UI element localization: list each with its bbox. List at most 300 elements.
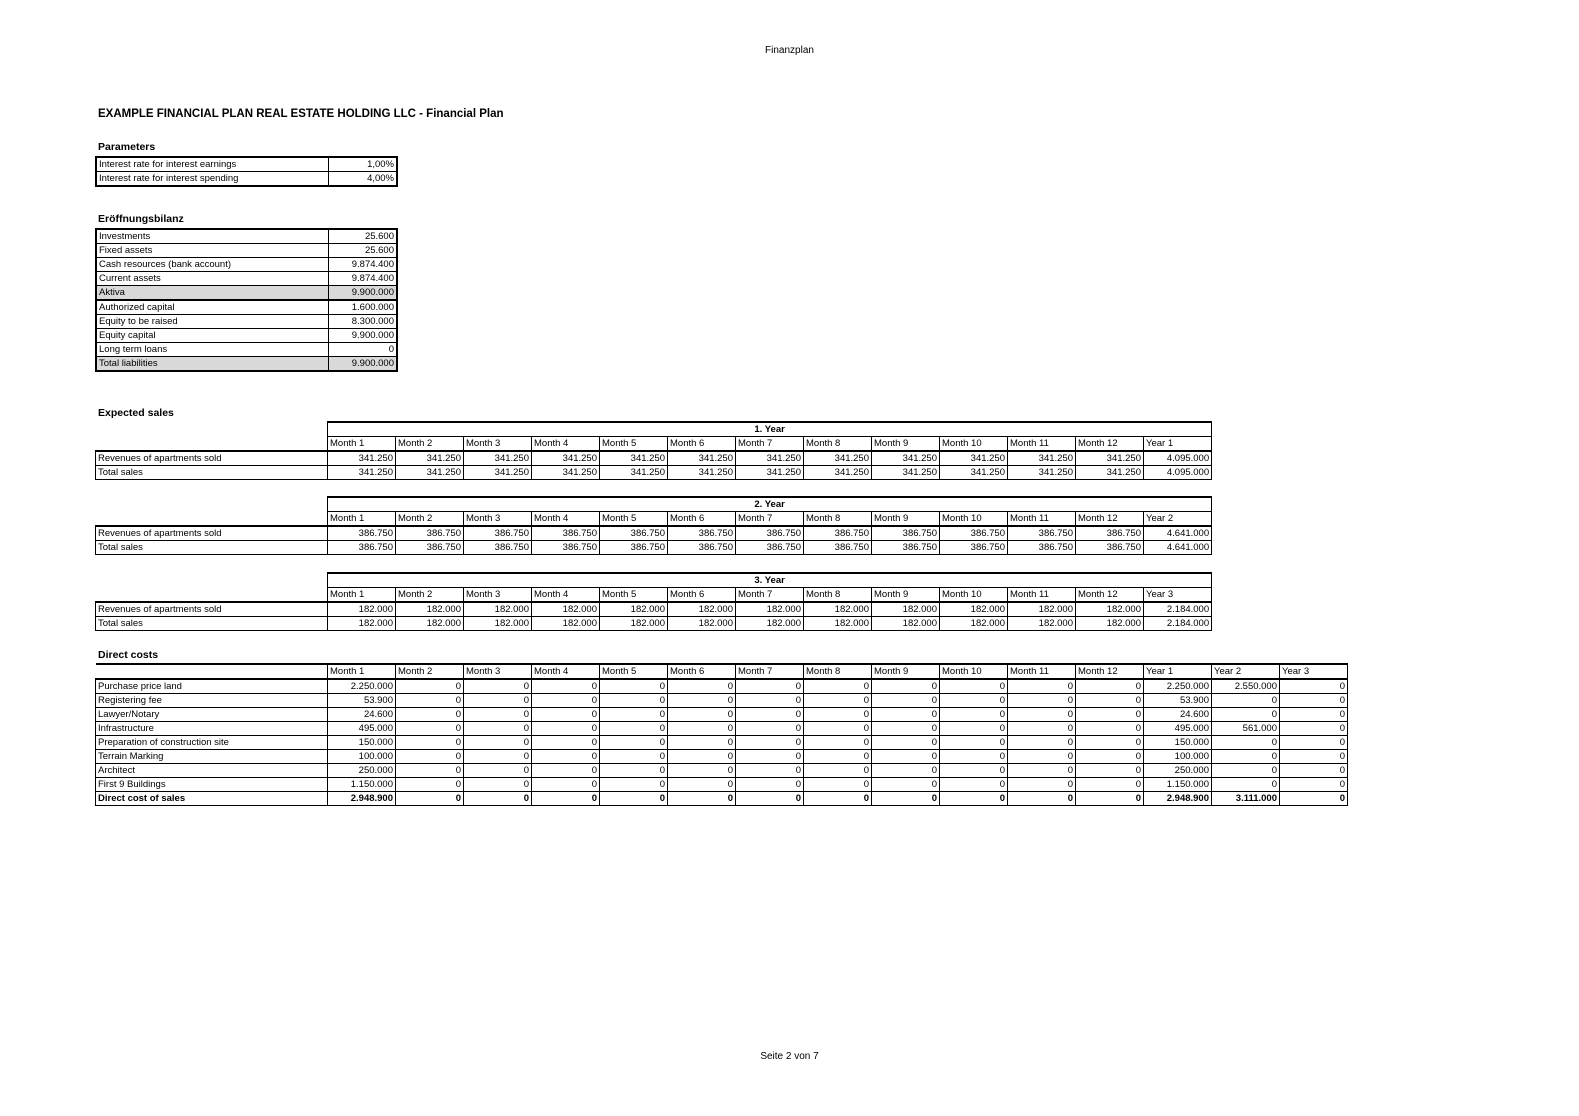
row-label: First 9 Buildings <box>96 778 328 792</box>
value-cell: 24.600 <box>328 708 396 722</box>
value-cell: 182.000 <box>872 602 940 617</box>
value-cell: 0 <box>804 736 872 750</box>
value-cell: 0 <box>1076 764 1144 778</box>
value-cell: 341.250 <box>396 451 464 466</box>
year-header-row <box>96 497 1212 512</box>
value-cell: 0 <box>532 708 600 722</box>
value-cell: 182.000 <box>804 602 872 617</box>
value-cell: 0 <box>396 764 464 778</box>
parameters-heading: Parameters <box>98 141 156 153</box>
year-header-row <box>96 573 1212 588</box>
value-cell: 1.150.000 <box>1144 778 1212 792</box>
value-cell: 0 <box>1008 708 1076 722</box>
month-header: Month 2 <box>396 588 464 603</box>
value-cell: 341.250 <box>736 466 804 480</box>
cost-row <box>96 736 1348 750</box>
value-cell: 0 <box>532 778 600 792</box>
column-header: Month 6 <box>668 664 736 679</box>
value-cell: 182.000 <box>464 617 532 631</box>
value-cell: 0 <box>668 778 736 792</box>
value-cell: 0 <box>872 750 940 764</box>
value-cell: 0 <box>1280 694 1348 708</box>
empty-cell <box>96 588 328 603</box>
value-cell: 0 <box>1212 764 1280 778</box>
value-cell: 182.000 <box>532 602 600 617</box>
value-cell: 0 <box>600 694 668 708</box>
column-header: Year 3 <box>1280 664 1348 679</box>
value-cell: 341.250 <box>396 466 464 480</box>
value-cell: 0 <box>940 764 1008 778</box>
value-cell: 2.184.000 <box>1144 602 1212 617</box>
row-label: Aktiva <box>96 286 328 301</box>
year-header: 1. Year <box>328 422 1212 437</box>
value-cell: 0 <box>668 736 736 750</box>
value-cell: 182.000 <box>1008 617 1076 631</box>
value-cell: 0 <box>600 778 668 792</box>
value-cell: 0 <box>1076 778 1144 792</box>
value-cell: 0 <box>804 722 872 736</box>
empty-cell <box>96 573 328 588</box>
value-cell: 24.600 <box>1144 708 1212 722</box>
value-cell: 0 <box>736 764 804 778</box>
value-cell: 0 <box>396 694 464 708</box>
value-cell: 0 <box>600 750 668 764</box>
value-cell: 1.150.000 <box>328 778 396 792</box>
row-value: 25.600 <box>328 244 397 258</box>
value-cell: 341.250 <box>940 466 1008 480</box>
value-cell: 0 <box>1212 694 1280 708</box>
value-cell: 0 <box>940 750 1008 764</box>
sales-year-table <box>95 572 1212 631</box>
value-cell: 0 <box>1076 722 1144 736</box>
value-cell: 0 <box>668 708 736 722</box>
value-cell: 0 <box>1076 750 1144 764</box>
sales-year-table <box>95 421 1212 480</box>
value-cell: 0 <box>464 764 532 778</box>
month-header: Month 11 <box>1008 588 1076 603</box>
value-cell: 0 <box>1076 736 1144 750</box>
value-cell: 182.000 <box>600 602 668 617</box>
row-value: 9.900.000 <box>328 357 397 372</box>
row-value: 9.900.000 <box>328 286 397 301</box>
cost-row <box>96 792 1348 806</box>
value-cell: 0 <box>668 764 736 778</box>
page-header: Finanzplan <box>765 45 814 56</box>
month-header: Month 1 <box>328 588 396 603</box>
empty-cell <box>96 512 328 527</box>
month-header: Month 7 <box>736 437 804 452</box>
row-label: Long term loans <box>96 343 328 357</box>
row-label: Equity capital <box>96 329 328 343</box>
sales-year-table <box>95 496 1212 555</box>
value-cell: 182.000 <box>940 602 1008 617</box>
column-header: Month 11 <box>1008 664 1076 679</box>
balance-row <box>96 343 397 357</box>
value-cell: 0 <box>600 792 668 806</box>
value-cell: 0 <box>532 736 600 750</box>
value-cell: 182.000 <box>396 617 464 631</box>
sales-row <box>96 466 1212 480</box>
row-label: Architect <box>96 764 328 778</box>
year-header: 3. Year <box>328 573 1212 588</box>
value-cell: 182.000 <box>804 617 872 631</box>
row-label: Investments <box>96 229 328 244</box>
month-header: Month 8 <box>804 437 872 452</box>
row-label: Revenues of apartments sold <box>96 451 328 466</box>
value-cell: 386.750 <box>668 541 736 555</box>
value-cell: 0 <box>396 722 464 736</box>
value-cell: 386.750 <box>736 526 804 541</box>
column-header: Month 1 <box>328 664 396 679</box>
row-label: Preparation of construction site <box>96 736 328 750</box>
value-cell: 3.111.000 <box>1212 792 1280 806</box>
value-cell: 0 <box>736 736 804 750</box>
value-cell: 182.000 <box>872 617 940 631</box>
value-cell: 0 <box>872 778 940 792</box>
value-cell: 0 <box>464 694 532 708</box>
balance-row <box>96 229 397 244</box>
column-header: Month 2 <box>396 664 464 679</box>
value-cell: 341.250 <box>872 451 940 466</box>
value-cell: 0 <box>736 694 804 708</box>
value-cell: 182.000 <box>668 617 736 631</box>
value-cell: 0 <box>1008 722 1076 736</box>
value-cell: 0 <box>940 792 1008 806</box>
value-cell: 0 <box>940 722 1008 736</box>
sales-row <box>96 602 1212 617</box>
value-cell: 0 <box>736 778 804 792</box>
row-value: 4,00% <box>328 172 397 187</box>
value-cell: 386.750 <box>872 526 940 541</box>
month-header: Month 9 <box>872 437 940 452</box>
row-label: Revenues of apartments sold <box>96 602 328 617</box>
column-header: Month 9 <box>872 664 940 679</box>
value-cell: 341.250 <box>1076 466 1144 480</box>
value-cell: 0 <box>1008 764 1076 778</box>
value-cell: 0 <box>804 694 872 708</box>
row-label: Interest rate for interest earnings <box>96 157 328 172</box>
value-cell: 0 <box>736 722 804 736</box>
value-cell: 0 <box>872 679 940 694</box>
value-cell: 386.750 <box>532 526 600 541</box>
value-cell: 0 <box>872 764 940 778</box>
month-header: Month 8 <box>804 588 872 603</box>
month-header: Month 2 <box>396 437 464 452</box>
month-header: Month 4 <box>532 588 600 603</box>
month-header: Month 12 <box>1076 437 1144 452</box>
value-cell: 0 <box>464 736 532 750</box>
value-cell: 0 <box>736 750 804 764</box>
month-header: Month 3 <box>464 512 532 527</box>
value-cell: 182.000 <box>396 602 464 617</box>
sales-row <box>96 541 1212 555</box>
row-label: Interest rate for interest spending <box>96 172 328 187</box>
value-cell: 0 <box>396 736 464 750</box>
value-cell: 0 <box>1076 679 1144 694</box>
cost-row <box>96 750 1348 764</box>
cost-header-row <box>96 664 1348 679</box>
cost-row <box>96 708 1348 722</box>
value-cell: 0 <box>1280 778 1348 792</box>
value-cell: 0 <box>1008 792 1076 806</box>
row-value: 8.300.000 <box>328 315 397 329</box>
value-cell: 386.750 <box>1008 526 1076 541</box>
row-value: 9.874.400 <box>328 272 397 286</box>
year-header: 2. Year <box>328 497 1212 512</box>
value-cell: 0 <box>736 792 804 806</box>
value-cell: 386.750 <box>804 526 872 541</box>
value-cell: 341.250 <box>736 451 804 466</box>
value-cell: 341.250 <box>328 451 396 466</box>
value-cell: 386.750 <box>600 526 668 541</box>
month-header: Month 6 <box>668 512 736 527</box>
value-cell: 0 <box>1280 708 1348 722</box>
cost-row <box>96 778 1348 792</box>
value-cell: 386.750 <box>328 526 396 541</box>
value-cell: 0 <box>396 750 464 764</box>
value-cell: 341.250 <box>600 466 668 480</box>
empty-cell <box>96 664 328 679</box>
value-cell: 0 <box>532 694 600 708</box>
month-header: Month 10 <box>940 437 1008 452</box>
value-cell: 0 <box>736 708 804 722</box>
value-cell: 341.250 <box>532 451 600 466</box>
value-cell: 341.250 <box>804 466 872 480</box>
row-label: Purchase price land <box>96 679 328 694</box>
value-cell: 53.900 <box>328 694 396 708</box>
value-cell: 53.900 <box>1144 694 1212 708</box>
month-header: Month 5 <box>600 437 668 452</box>
year-total-header: Year 2 <box>1144 512 1212 527</box>
value-cell: 386.750 <box>396 541 464 555</box>
value-cell: 0 <box>464 792 532 806</box>
value-cell: 386.750 <box>872 541 940 555</box>
value-cell: 0 <box>532 679 600 694</box>
column-header: Month 4 <box>532 664 600 679</box>
value-cell: 0 <box>940 694 1008 708</box>
sales-row <box>96 526 1212 541</box>
parameter-row <box>96 157 397 172</box>
value-cell: 0 <box>1280 722 1348 736</box>
value-cell: 386.750 <box>600 541 668 555</box>
value-cell: 495.000 <box>1144 722 1212 736</box>
value-cell: 0 <box>1076 708 1144 722</box>
value-cell: 386.750 <box>940 526 1008 541</box>
month-header: Month 12 <box>1076 512 1144 527</box>
value-cell: 341.250 <box>872 466 940 480</box>
value-cell: 0 <box>804 708 872 722</box>
parameters-table <box>95 156 398 187</box>
row-label: Revenues of apartments sold <box>96 526 328 541</box>
value-cell: 0 <box>600 708 668 722</box>
row-label: Infrastructure <box>96 722 328 736</box>
value-cell: 182.000 <box>1008 602 1076 617</box>
value-cell: 0 <box>396 778 464 792</box>
value-cell: 341.250 <box>464 466 532 480</box>
value-cell: 386.750 <box>804 541 872 555</box>
balance-row <box>96 258 397 272</box>
value-cell: 0 <box>1212 736 1280 750</box>
month-header: Month 10 <box>940 512 1008 527</box>
value-cell: 100.000 <box>328 750 396 764</box>
value-cell: 341.250 <box>532 466 600 480</box>
sales-row <box>96 617 1212 631</box>
row-value: 9.874.400 <box>328 258 397 272</box>
value-cell: 0 <box>1212 750 1280 764</box>
value-cell: 250.000 <box>328 764 396 778</box>
value-cell: 4.095.000 <box>1144 451 1212 466</box>
value-cell: 182.000 <box>736 617 804 631</box>
value-cell: 341.250 <box>804 451 872 466</box>
value-cell: 0 <box>600 722 668 736</box>
value-cell: 561.000 <box>1212 722 1280 736</box>
row-value: 0 <box>328 343 397 357</box>
value-cell: 4.641.000 <box>1144 526 1212 541</box>
sales-row <box>96 451 1212 466</box>
month-header: Month 4 <box>532 437 600 452</box>
value-cell: 0 <box>464 750 532 764</box>
value-cell: 0 <box>532 722 600 736</box>
value-cell: 2.948.900 <box>328 792 396 806</box>
value-cell: 386.750 <box>464 526 532 541</box>
value-cell: 0 <box>940 778 1008 792</box>
year-header-row <box>96 422 1212 437</box>
row-label: Authorized capital <box>96 300 328 315</box>
year-total-header: Year 1 <box>1144 437 1212 452</box>
value-cell: 0 <box>872 736 940 750</box>
cost-row <box>96 722 1348 736</box>
page-footer: Seite 2 von 7 <box>760 1051 819 1062</box>
balance-row <box>96 286 397 301</box>
value-cell: 0 <box>1008 694 1076 708</box>
value-cell: 100.000 <box>1144 750 1212 764</box>
value-cell: 0 <box>668 722 736 736</box>
value-cell: 386.750 <box>1008 541 1076 555</box>
value-cell: 0 <box>668 694 736 708</box>
row-value: 1.600.000 <box>328 300 397 315</box>
column-header: Year 2 <box>1212 664 1280 679</box>
value-cell: 182.000 <box>668 602 736 617</box>
value-cell: 0 <box>872 708 940 722</box>
value-cell: 341.250 <box>668 451 736 466</box>
value-cell: 341.250 <box>1076 451 1144 466</box>
value-cell: 0 <box>396 679 464 694</box>
value-cell: 0 <box>600 764 668 778</box>
value-cell: 0 <box>464 722 532 736</box>
value-cell: 182.000 <box>532 617 600 631</box>
value-cell: 386.750 <box>668 526 736 541</box>
column-header: Month 12 <box>1076 664 1144 679</box>
month-header-row <box>96 437 1212 452</box>
month-header: Month 10 <box>940 588 1008 603</box>
row-value: 9.900.000 <box>328 329 397 343</box>
value-cell: 182.000 <box>736 602 804 617</box>
row-label: Cash resources (bank account) <box>96 258 328 272</box>
document-title: EXAMPLE FINANCIAL PLAN REAL ESTATE HOLDING LLC - Financial Plan <box>98 108 504 120</box>
month-header: Month 7 <box>736 588 804 603</box>
value-cell: 0 <box>940 736 1008 750</box>
balance-row <box>96 300 397 315</box>
column-header: Month 8 <box>804 664 872 679</box>
value-cell: 182.000 <box>1076 617 1144 631</box>
value-cell: 0 <box>1280 679 1348 694</box>
value-cell: 386.750 <box>736 541 804 555</box>
value-cell: 182.000 <box>328 602 396 617</box>
value-cell: 0 <box>532 750 600 764</box>
year-total-header: Year 3 <box>1144 588 1212 603</box>
value-cell: 386.750 <box>396 526 464 541</box>
value-cell: 0 <box>736 679 804 694</box>
value-cell: 0 <box>804 764 872 778</box>
row-label: Equity to be raised <box>96 315 328 329</box>
column-header: Month 3 <box>464 664 532 679</box>
parameter-row <box>96 172 397 187</box>
opening-balance-heading: Eröffnungsbilanz <box>98 213 184 225</box>
cost-row <box>96 764 1348 778</box>
value-cell: 2.184.000 <box>1144 617 1212 631</box>
row-label: Current assets <box>96 272 328 286</box>
value-cell: 341.250 <box>1008 466 1076 480</box>
value-cell: 4.095.000 <box>1144 466 1212 480</box>
value-cell: 386.750 <box>1076 541 1144 555</box>
value-cell: 182.000 <box>600 617 668 631</box>
value-cell: 0 <box>1008 778 1076 792</box>
row-label: Direct cost of sales <box>96 792 328 806</box>
value-cell: 0 <box>532 764 600 778</box>
month-header-row <box>96 588 1212 603</box>
value-cell: 0 <box>668 679 736 694</box>
value-cell: 0 <box>668 750 736 764</box>
row-label: Total sales <box>96 617 328 631</box>
value-cell: 386.750 <box>328 541 396 555</box>
empty-cell <box>96 422 328 437</box>
month-header: Month 12 <box>1076 588 1144 603</box>
value-cell: 386.750 <box>532 541 600 555</box>
value-cell: 182.000 <box>328 617 396 631</box>
row-label: Lawyer/Notary <box>96 708 328 722</box>
month-header: Month 4 <box>532 512 600 527</box>
month-header: Month 5 <box>600 512 668 527</box>
column-header: Month 5 <box>600 664 668 679</box>
value-cell: 0 <box>804 792 872 806</box>
value-cell: 2.948.900 <box>1144 792 1212 806</box>
row-label: Fixed assets <box>96 244 328 258</box>
value-cell: 150.000 <box>1144 736 1212 750</box>
value-cell: 0 <box>872 792 940 806</box>
value-cell: 0 <box>464 679 532 694</box>
balance-row <box>96 315 397 329</box>
value-cell: 386.750 <box>940 541 1008 555</box>
month-header: Month 9 <box>872 512 940 527</box>
column-header: Month 7 <box>736 664 804 679</box>
direct-costs-table <box>95 663 1348 806</box>
value-cell: 341.250 <box>464 451 532 466</box>
expected-sales-heading: Expected sales <box>98 407 174 419</box>
value-cell: 0 <box>532 792 600 806</box>
value-cell: 182.000 <box>940 617 1008 631</box>
month-header: Month 5 <box>600 588 668 603</box>
month-header: Month 1 <box>328 437 396 452</box>
balance-row <box>96 272 397 286</box>
value-cell: 0 <box>1076 792 1144 806</box>
month-header: Month 11 <box>1008 512 1076 527</box>
value-cell: 341.250 <box>600 451 668 466</box>
value-cell: 182.000 <box>1076 602 1144 617</box>
row-label: Registering fee <box>96 694 328 708</box>
balance-row <box>96 244 397 258</box>
value-cell: 495.000 <box>328 722 396 736</box>
row-label: Total liabilities <box>96 357 328 372</box>
